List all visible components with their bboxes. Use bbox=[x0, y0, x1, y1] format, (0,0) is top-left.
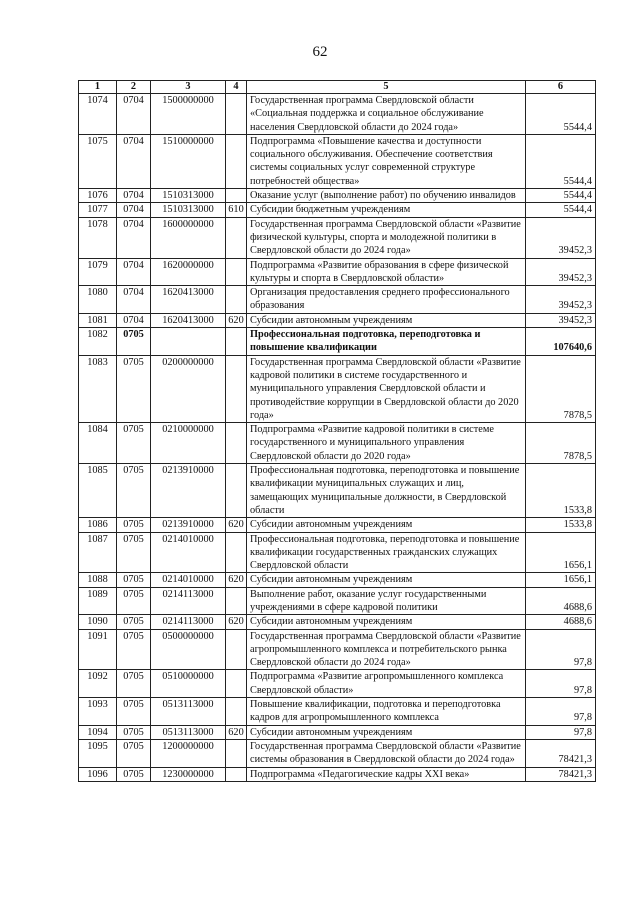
target-code-cell: 0210000000 bbox=[151, 423, 226, 464]
row-number-cell: 1090 bbox=[79, 615, 117, 629]
target-code-cell: 0513113000 bbox=[151, 698, 226, 726]
table-row bbox=[79, 532, 596, 573]
expense-type-cell bbox=[226, 532, 247, 573]
section-code-cell: 0704 bbox=[117, 286, 151, 314]
item-name-cell: Подпрограмма «Повышение качества и доступности социального обслуживания. Обеспечение соответствия системы социальных услуг современной структуре потребностей общества» bbox=[247, 134, 526, 188]
header-col-2: 2 bbox=[117, 81, 151, 94]
table-row bbox=[79, 698, 596, 726]
target-code-cell: 0513113000 bbox=[151, 725, 226, 739]
amount-cell: 78421,3 bbox=[526, 739, 596, 767]
target-code-cell bbox=[151, 328, 226, 356]
section-code-cell: 0704 bbox=[117, 203, 151, 217]
section-code-cell: 0705 bbox=[117, 725, 151, 739]
section-code-cell: 0705 bbox=[117, 767, 151, 781]
row-number-cell: 1076 bbox=[79, 189, 117, 203]
target-code-cell: 1620413000 bbox=[151, 313, 226, 327]
expense-type-cell bbox=[226, 587, 247, 615]
row-number-cell: 1093 bbox=[79, 698, 117, 726]
row-number-cell: 1092 bbox=[79, 670, 117, 698]
item-name-cell: Субсидии бюджетным учреждениям bbox=[247, 203, 526, 217]
expense-type-cell bbox=[226, 670, 247, 698]
section-code-cell: 0705 bbox=[117, 532, 151, 573]
table-row bbox=[79, 518, 596, 532]
table-row bbox=[79, 423, 596, 464]
table-row bbox=[79, 725, 596, 739]
table-row bbox=[79, 573, 596, 587]
row-number-cell: 1083 bbox=[79, 355, 117, 422]
amount-cell: 7878,5 bbox=[526, 355, 596, 422]
target-code-cell: 0214113000 bbox=[151, 587, 226, 615]
section-code-cell: 0704 bbox=[117, 134, 151, 188]
item-name-cell: Подпрограмма «Педагогические кадры XXI века» bbox=[247, 767, 526, 781]
amount-cell: 7878,5 bbox=[526, 423, 596, 464]
section-code-cell: 0705 bbox=[117, 423, 151, 464]
section-code-cell: 0705 bbox=[117, 355, 151, 422]
item-name-cell: Государственная программа Свердловской области «Развитие агропромышленного комплекса и потребительского рынка Свердловской области до 2024 года» bbox=[247, 629, 526, 670]
section-code-cell: 0705 bbox=[117, 328, 151, 356]
target-code-cell: 0510000000 bbox=[151, 670, 226, 698]
expense-type-cell: 610 bbox=[226, 203, 247, 217]
amount-cell: 97,8 bbox=[526, 725, 596, 739]
row-number-cell: 1084 bbox=[79, 423, 117, 464]
expense-type-cell bbox=[226, 423, 247, 464]
expense-type-cell bbox=[226, 464, 247, 518]
amount-cell: 97,8 bbox=[526, 629, 596, 670]
section-code-cell: 0705 bbox=[117, 587, 151, 615]
amount-cell: 1656,1 bbox=[526, 573, 596, 587]
amount-cell: 97,8 bbox=[526, 670, 596, 698]
target-code-cell: 0214113000 bbox=[151, 615, 226, 629]
amount-cell: 1533,8 bbox=[526, 518, 596, 532]
row-number-cell: 1087 bbox=[79, 532, 117, 573]
table-row bbox=[79, 767, 596, 781]
item-name-cell: Государственная программа Свердловской области «Развитие системы образования в Свердловской области до 2024 года» bbox=[247, 739, 526, 767]
item-name-cell: Государственная программа Свердловской области «Развитие физической культуры, спорта и молодежной политики в Свердловской области до 2024 года» bbox=[247, 217, 526, 258]
item-name-cell: Подпрограмма «Развитие кадровой политики в системе государственного и муниципального управления Свердловской области до 2020 года» bbox=[247, 423, 526, 464]
page-number: 62 bbox=[312, 44, 328, 60]
amount-cell: 5544,4 bbox=[526, 134, 596, 188]
row-number-cell: 1086 bbox=[79, 518, 117, 532]
amount-cell: 1656,1 bbox=[526, 532, 596, 573]
row-number-cell: 1085 bbox=[79, 464, 117, 518]
expense-type-cell bbox=[226, 328, 247, 356]
amount-cell: 78421,3 bbox=[526, 767, 596, 781]
table-row bbox=[79, 328, 596, 356]
header-col-4: 4 bbox=[226, 81, 247, 94]
table-row bbox=[79, 615, 596, 629]
table-row bbox=[79, 134, 596, 188]
item-name-cell: Государственная программа Свердловской области «Развитие кадровой политики в системе государственного и муниципального управления Свердловской области и противодействие коррупции в Свердловской области до 2020 года» bbox=[247, 355, 526, 422]
table-row bbox=[79, 629, 596, 670]
expense-type-cell: 620 bbox=[226, 518, 247, 532]
section-code-cell: 0705 bbox=[117, 464, 151, 518]
target-code-cell: 1230000000 bbox=[151, 767, 226, 781]
table-row bbox=[79, 286, 596, 314]
row-number-cell: 1074 bbox=[79, 94, 117, 135]
item-name-cell: Профессиональная подготовка, переподготовка и повышение квалификации муниципальных служащих и лиц, замещающих муниципальные должности, в Свердловской области bbox=[247, 464, 526, 518]
item-name-cell: Субсидии автономным учреждениям bbox=[247, 725, 526, 739]
target-code-cell: 0214010000 bbox=[151, 573, 226, 587]
item-name-cell: Государственная программа Свердловской области «Социальная поддержка и социальное обслуживание населения Свердловской области до 2024 года» bbox=[247, 94, 526, 135]
expense-type-cell: 620 bbox=[226, 615, 247, 629]
table-row bbox=[79, 313, 596, 327]
item-name-cell: Организация предоставления среднего профессионального образования bbox=[247, 286, 526, 314]
table-row bbox=[79, 203, 596, 217]
row-number-cell: 1079 bbox=[79, 258, 117, 286]
expense-type-cell bbox=[226, 94, 247, 135]
amount-cell: 39452,3 bbox=[526, 258, 596, 286]
section-code-cell: 0704 bbox=[117, 217, 151, 258]
expense-type-cell bbox=[226, 189, 247, 203]
amount-cell: 5544,4 bbox=[526, 203, 596, 217]
expense-type-cell bbox=[226, 258, 247, 286]
section-code-cell: 0704 bbox=[117, 189, 151, 203]
row-number-cell: 1094 bbox=[79, 725, 117, 739]
row-number-cell: 1075 bbox=[79, 134, 117, 188]
amount-cell: 107640,6 bbox=[526, 328, 596, 356]
amount-cell: 1533,8 bbox=[526, 464, 596, 518]
header-col-5: 5 bbox=[247, 81, 526, 94]
section-code-cell: 0704 bbox=[117, 313, 151, 327]
expense-type-cell bbox=[226, 739, 247, 767]
section-code-cell: 0705 bbox=[117, 518, 151, 532]
expense-type-cell bbox=[226, 355, 247, 422]
target-code-cell: 1600000000 bbox=[151, 217, 226, 258]
item-name-cell: Субсидии автономным учреждениям bbox=[247, 313, 526, 327]
section-code-cell: 0705 bbox=[117, 670, 151, 698]
table-row bbox=[79, 587, 596, 615]
item-name-cell: Профессиональная подготовка, переподготовка и повышение квалификации bbox=[247, 328, 526, 356]
item-name-cell: Повышение квалификации, подготовка и переподготовка кадров для агропромышленного комплекса bbox=[247, 698, 526, 726]
row-number-cell: 1082 bbox=[79, 328, 117, 356]
row-number-cell: 1078 bbox=[79, 217, 117, 258]
row-number-cell: 1096 bbox=[79, 767, 117, 781]
section-code-cell: 0705 bbox=[117, 629, 151, 670]
section-code-cell: 0705 bbox=[117, 698, 151, 726]
expense-type-cell bbox=[226, 767, 247, 781]
section-code-cell: 0705 bbox=[117, 739, 151, 767]
table-row bbox=[79, 739, 596, 767]
header-col-6: 6 bbox=[526, 81, 596, 94]
row-number-cell: 1088 bbox=[79, 573, 117, 587]
row-number-cell: 1077 bbox=[79, 203, 117, 217]
item-name-cell: Подпрограмма «Развитие агропромышленного комплекса Свердловской области» bbox=[247, 670, 526, 698]
target-code-cell: 1620413000 bbox=[151, 286, 226, 314]
amount-cell: 4688,6 bbox=[526, 615, 596, 629]
item-name-cell: Субсидии автономным учреждениям bbox=[247, 573, 526, 587]
item-name-cell: Субсидии автономным учреждениям bbox=[247, 518, 526, 532]
item-name-cell: Подпрограмма «Развитие образования в сфере физической культуры и спорта в Свердловской области» bbox=[247, 258, 526, 286]
item-name-cell: Выполнение работ, оказание услуг государственными учреждениями в сфере кадровой политики bbox=[247, 587, 526, 615]
budget-table bbox=[78, 80, 596, 782]
section-code-cell: 0705 bbox=[117, 615, 151, 629]
section-code-cell: 0704 bbox=[117, 94, 151, 135]
table-header-row bbox=[79, 81, 596, 94]
item-name-cell: Субсидии автономным учреждениям bbox=[247, 615, 526, 629]
amount-cell: 4688,6 bbox=[526, 587, 596, 615]
target-code-cell: 1510313000 bbox=[151, 189, 226, 203]
target-code-cell: 1510313000 bbox=[151, 203, 226, 217]
target-code-cell: 1500000000 bbox=[151, 94, 226, 135]
target-code-cell: 0200000000 bbox=[151, 355, 226, 422]
row-number-cell: 1081 bbox=[79, 313, 117, 327]
item-name-cell: Профессиональная подготовка, переподготовка и повышение квалификации государственных гражданских служащих Свердловской области bbox=[247, 532, 526, 573]
header-col-3: 3 bbox=[151, 81, 226, 94]
section-code-cell: 0704 bbox=[117, 258, 151, 286]
table-row bbox=[79, 464, 596, 518]
header-col-1: 1 bbox=[79, 81, 117, 94]
row-number-cell: 1091 bbox=[79, 629, 117, 670]
expense-type-cell bbox=[226, 629, 247, 670]
table-row bbox=[79, 189, 596, 203]
item-name-cell: Оказание услуг (выполнение работ) по обучению инвалидов bbox=[247, 189, 526, 203]
target-code-cell: 1510000000 bbox=[151, 134, 226, 188]
table-row bbox=[79, 217, 596, 258]
table-row bbox=[79, 355, 596, 422]
expense-type-cell: 620 bbox=[226, 573, 247, 587]
expense-type-cell bbox=[226, 698, 247, 726]
amount-cell: 5544,4 bbox=[526, 94, 596, 135]
target-code-cell: 0214010000 bbox=[151, 532, 226, 573]
target-code-cell: 0500000000 bbox=[151, 629, 226, 670]
expense-type-cell bbox=[226, 286, 247, 314]
table-row bbox=[79, 670, 596, 698]
amount-cell: 39452,3 bbox=[526, 217, 596, 258]
section-code-cell: 0705 bbox=[117, 573, 151, 587]
target-code-cell: 0213910000 bbox=[151, 464, 226, 518]
amount-cell: 5544,4 bbox=[526, 189, 596, 203]
target-code-cell: 1200000000 bbox=[151, 739, 226, 767]
table-row bbox=[79, 258, 596, 286]
target-code-cell: 1620000000 bbox=[151, 258, 226, 286]
row-number-cell: 1095 bbox=[79, 739, 117, 767]
table-row bbox=[79, 94, 596, 135]
amount-cell: 97,8 bbox=[526, 698, 596, 726]
amount-cell: 39452,3 bbox=[526, 286, 596, 314]
amount-cell: 39452,3 bbox=[526, 313, 596, 327]
expense-type-cell bbox=[226, 134, 247, 188]
expense-type-cell: 620 bbox=[226, 313, 247, 327]
expense-type-cell bbox=[226, 217, 247, 258]
row-number-cell: 1080 bbox=[79, 286, 117, 314]
expense-type-cell: 620 bbox=[226, 725, 247, 739]
target-code-cell: 0213910000 bbox=[151, 518, 226, 532]
row-number-cell: 1089 bbox=[79, 587, 117, 615]
